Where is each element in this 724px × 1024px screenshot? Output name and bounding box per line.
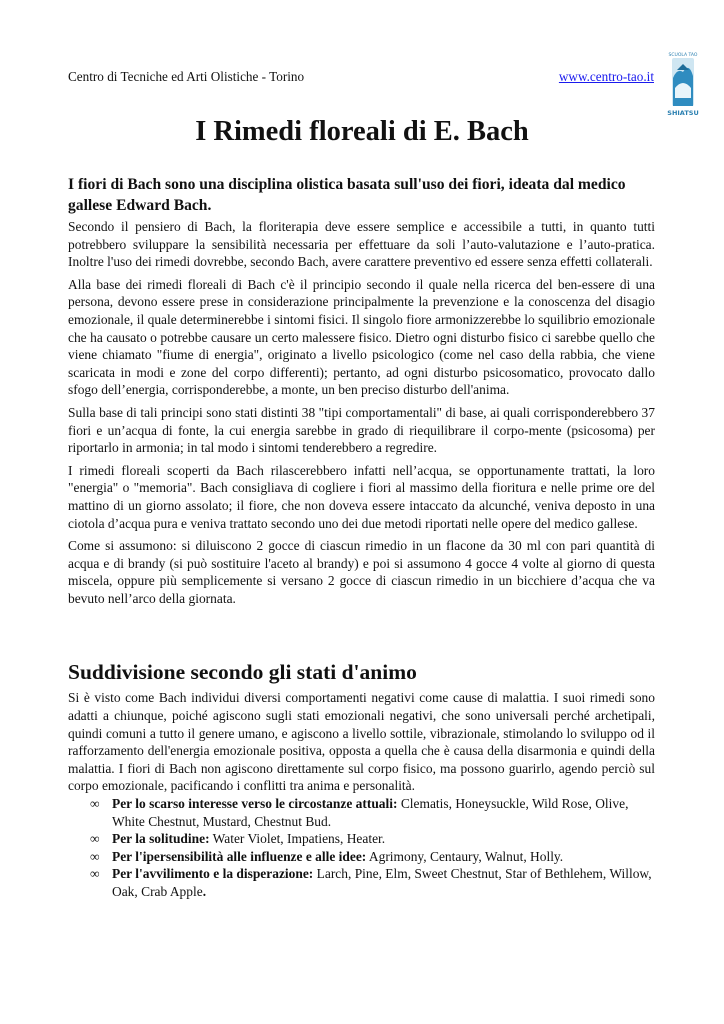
infinity-bullet-icon: ∞ <box>90 866 100 882</box>
document-body <box>68 174 655 901</box>
list-item-text: Agrimony, Centaury, Walnut, Holly. <box>366 848 564 864</box>
shiatsu-logo <box>663 48 703 118</box>
section-intro: Si è visto come Bach individui diversi comportamenti negativi come cause di malattia. I suoi rimedi sono adatti a chiunque, poiché agiscono sugli stati emozionali negativi, che sono universali perché archetipali, quindi comuni a tutto il genere umano, e agiscono a livello sottile, vibrazionale, stimolando lo sviluppo od il rafforzamento dell'energia emozionale positiva, opposta a quella che è causa della disarmonia e quindi della malattia. I fiori di Bach non agiscono direttamente sul corpo fisico, ma possono guarirlo, agendo perciò sul corpo emozionale, pacificando i conflitti tra anima e personalità. <box>68 690 655 794</box>
document-title: I Rimedi floreali di E. Bach <box>195 116 529 147</box>
infinity-bullet-icon: ∞ <box>90 831 100 847</box>
list-item <box>90 830 655 848</box>
paragraph: Sulla base di tali principi sono stati distinti 38 "tipi comportamentali" di base, ai quali corrisponderebbero 37 fiori e un’acqua di fonte, la cui energia sarebbe in grado di riequilibrare il corpo-mente (psicosoma) per riportarlo in armonia; in tal modo i sintomi tenderebbero a regredire. <box>68 404 655 456</box>
list-item-label: Per lo scarso interesse verso le circostanze attuali: <box>112 796 398 812</box>
paragraph: Alla base dei rimedi floreali di Bach c'è il principio secondo il quale nella ricerca del ben-essere di una persona, devono essere prese in considerazione principalmente la prevenzione e la conoscenza del disagio emozionale, il quale determinerebbe i sintomi fisici. Il singolo fiore armonizzerebbe lo squilibrio emozionale che ha causato o potrebbe causare un certo malessere fisico. Dietro ogni disturbo fisico ci sarebbe quello che viene chiamato "fiume di energia", originato a livello psicologico (come nel caso della rabbia, che viene scaricata in modi e zone del corpo differenti); pertanto, ad ogni disturbo psicosomatico, provocato dallo sfogo dell’energia, corrisponderebbe, a monte, un ben preciso disturbo dell'anima. <box>68 276 655 398</box>
list-item-text: Clematis, Honeysuckle, Wild Rose, Olive, White Chestnut, Mustard, Chestnut Bud. <box>112 796 629 829</box>
list-item-trailing: . <box>202 884 207 899</box>
list-item-text: Water Violet, Impatiens, Heater. <box>209 831 386 847</box>
list-item <box>90 865 655 900</box>
list-item-text: Larch, Pine, Elm, Sweet Chestnut, Star of Bethlehem, Willow, Oak, Crab Apple <box>112 866 652 899</box>
paragraph: Come si assumono: si diluiscono 2 gocce di ciascun rimedio in un flacone da 30 ml con pari quantità di acqua e di brandy (si può sostituire l'aceto al brandy) e poi si assumono 4 gocce 4 volte al giorno di questa miscela, oppure più semplicemente si versano 2 gocce di ciascun rimedio in un bicchiere d’acqua che va bevuto nell’arco della giornata. <box>68 538 655 606</box>
list-item-label: Per l'ipersensibilità alle influenze e alle idee: <box>112 848 367 864</box>
list-item-label: Per l'avvilimento e la disperazione: <box>112 866 314 882</box>
mood-list <box>68 795 655 901</box>
list-item-label: Per la solitudine: <box>112 831 210 847</box>
lead-paragraph: I fiori di Bach sono una disciplina olistica basata sull'uso dei fiori, ideata dal medico gallese Edward Bach. <box>68 176 626 214</box>
list-item <box>90 795 655 830</box>
logo-text: SHIATSU <box>667 109 699 117</box>
infinity-bullet-icon: ∞ <box>90 848 100 864</box>
list-item <box>90 848 655 866</box>
paragraph: Secondo il pensiero di Bach, la floriterapia deve essere semplice e accessibile a tutti, in quanto tutti potrebbero sviluppare la sensibilità necessaria per effettuare da soli l’auto-valutazione e l’auto-pratica. Inoltre l'uso dei rimedi dovrebbe, secondo Bach, avere carattere preventivo ed essere senza effetti collaterali. <box>68 219 655 270</box>
section-heading: Suddivisione secondo gli stati d'animo <box>68 660 417 685</box>
header-organization: Centro di Tecniche ed Arti Olistiche - Torino <box>68 69 305 84</box>
paragraph: I rimedi floreali scoperti da Bach rilascerebbero infatti nell’acqua, se opportunamente trattati, la loro "energia" o "memoria". Bach consigliava di cogliere i fiori al massimo della fioritura e nelle prime ore del mattino di un giorno assolato; il fiore, che non doveva essere intaccato da alcunché, veniva deposto in una ciotola d’acqua pura e veniva trattato secondo uno dei due metodi riportati nelle opere del medico gallese. <box>68 462 655 531</box>
logo-small-text: SCUOLA TAO <box>668 53 698 58</box>
website-link[interactable]: www.centro-tao.it <box>558 69 654 84</box>
infinity-bullet-icon: ∞ <box>90 796 100 812</box>
